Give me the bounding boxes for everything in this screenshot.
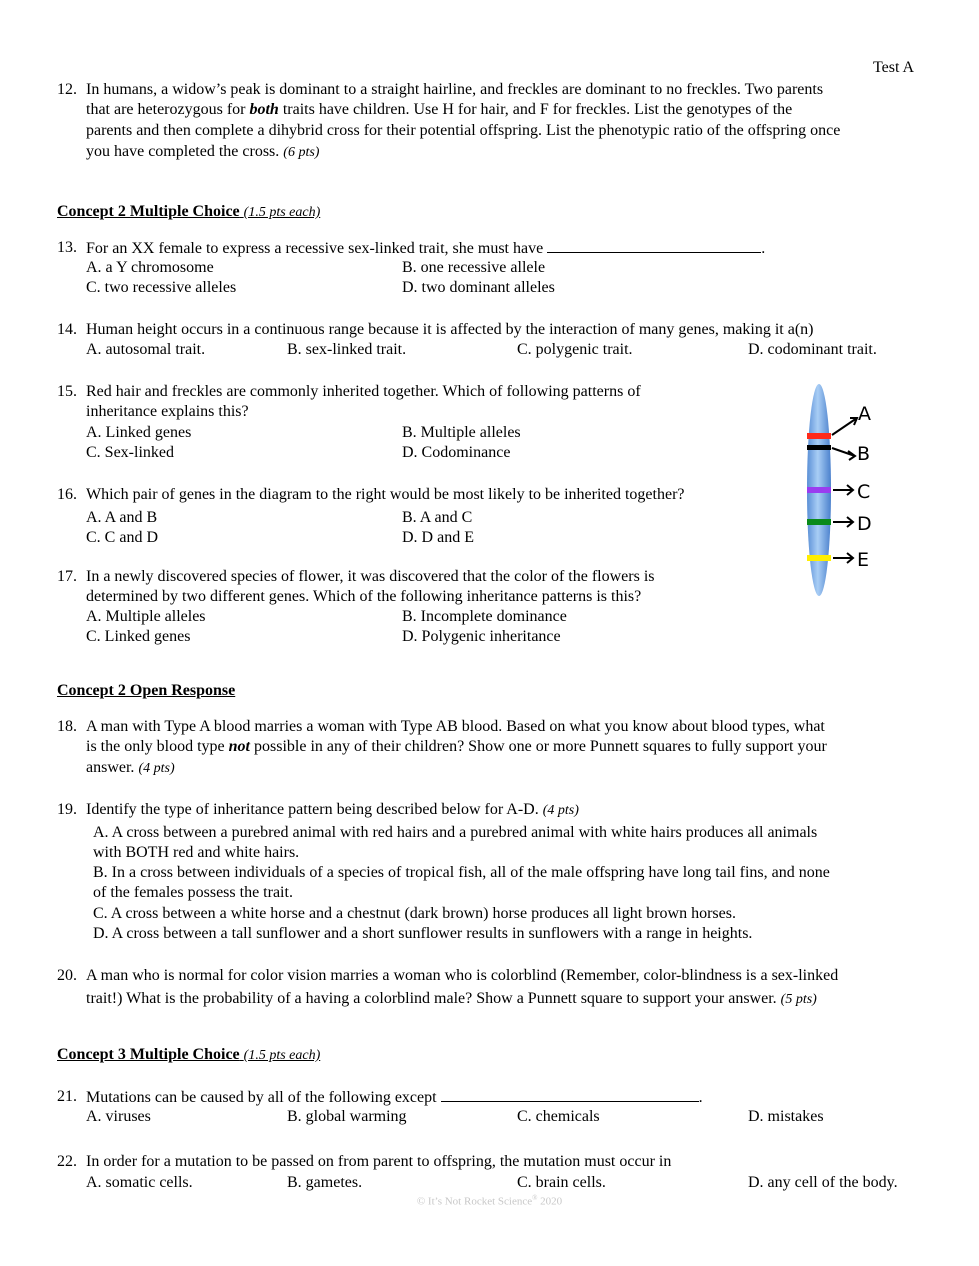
q15-number: 15. [57,383,77,400]
option: D. any cell of the body. [748,1174,898,1191]
section-heading [57,1045,320,1066]
option: A. viruses [86,1108,151,1125]
q15-text: Red hair and freckles are commonly inherited together. Which of following patterns of [86,383,641,400]
option: C. polygenic trait. [517,341,633,358]
arrows [832,418,857,563]
text: trait!) What is the probability of a having a colorblind male? Show a Punnett square to support your answer. [86,990,781,1007]
test-label: Test A [873,59,915,76]
q18-text [86,758,175,779]
option: D. Codominance [402,444,511,461]
q16-text: Which pair of genes in the diagram to the right would be most likely to be inherited together? [86,486,685,503]
q18-text [86,737,827,757]
text: is the only blood type [86,738,229,755]
option: C. chemicals [517,1108,600,1125]
section-title: Concept 3 Multiple Choice [57,1046,240,1063]
text: 2020 [537,1195,563,1208]
q22-number: 22. [57,1153,77,1170]
text: that are heterozygous for [86,101,250,118]
option: D. Polygenic inheritance [402,628,561,645]
q13-number: 13. [57,239,77,256]
registered-mark: ® [532,1194,538,1202]
option: A. autosomal trait. [86,341,206,358]
option: D. two dominant alleles [402,279,555,296]
answer-blank [441,1087,699,1102]
option: B. Multiple alleles [402,424,521,441]
text: possible in any of their children? Show one or more Punnett squares to fully support your [250,738,827,755]
q12-text: In humans, a widow’s peak is dominant to a straight hairline, and freckles are dominant to no freckles. Two parents [86,81,824,98]
q12-text [86,100,792,120]
points: (5 pts) [780,992,817,1007]
gene-band-d [807,519,831,525]
text: . [698,1089,703,1106]
option: B. sex-linked trait. [287,341,407,358]
text: For an XX female to express a recessive sex-linked trait, she must have [86,240,548,257]
q14-number: 14. [57,321,77,338]
gene-band-b [807,445,831,450]
q15-text: inheritance explains this? [86,403,249,420]
option: B. global warming [287,1108,407,1125]
option: C. Linked genes [86,628,191,645]
text: you have completed the cross. [86,143,284,160]
q12-number: 12. [57,81,77,98]
option: C. Sex-linked [86,444,174,461]
emphasis: both [249,101,279,118]
text: Mutations can be caused by all of the following except [86,1089,441,1106]
option: A. A and B [86,509,158,526]
copyright-footer [0,1194,979,1208]
section-heading: Concept 2 Open Response [57,682,236,699]
option: B. Incomplete dominance [402,608,567,625]
option: C. brain cells. [517,1174,606,1191]
option: D. mistakes [748,1108,824,1125]
q21-number: 21. [57,1088,77,1105]
option: A. somatic cells. [86,1174,193,1191]
option: B. gametes. [287,1174,363,1191]
text: answer. [86,759,139,776]
gene-label-b: B [857,443,871,465]
gene-band-a [807,433,831,439]
q18-text: A man with Type A blood marries a woman with Type AB blood. Based on what you know about blood types, what [86,718,825,735]
sub-item-c: C. A cross between a white horse and a chestnut (dark brown) horse produces all light brown horses. [93,905,736,922]
points: (4 pts) [138,761,175,776]
sub-item-a: A. A cross between a purebred animal with red hairs and a purebred animal with white hairs produces all animals [93,824,818,841]
points: (4 pts) [542,803,579,818]
q17-text: In a newly discovered species of flower, it was discovered that the color of the flowers is [86,568,655,585]
text: traits have children. Use H for hair, and F for freckles. List the genotypes of the [278,101,793,118]
q17-text: determined by two different genes. Which of the following inheritance patterns is this? [86,588,642,605]
q20-number: 20. [57,967,77,984]
sub-item-d: D. A cross between a tall sunflower and a short sunflower results in sunflowers with a range in heights. [93,925,753,942]
gene-label-d: D [857,513,872,535]
sub-item-b: B. In a cross between individuals of a species of tropical fish, all of the male offspring have long tail fins, and none [93,864,830,881]
gene-label-c: C [857,481,871,503]
option: C. two recessive alleles [86,279,237,296]
q12-text: parents and then complete a dihybrid cross for their potential offspring. List the phenotypic ratio of the offspring once [86,122,841,139]
option: B. one recessive allele [402,259,546,276]
option: A. Linked genes [86,424,192,441]
option: D. D and E [402,529,474,546]
gene-label-a: A [858,403,871,425]
q18-number: 18. [57,718,77,735]
q20-text [86,989,817,1010]
q14-text: Human height occurs in a continuous range because it is affected by the interaction of many genes, making it a(n) [86,321,814,338]
q16-number: 16. [57,486,77,503]
q21-text [86,1087,703,1108]
option: A. a Y chromosome [86,259,214,276]
text: . [761,240,766,257]
option: A. Multiple alleles [86,608,206,625]
q12-text [86,142,319,163]
gene-label-e: E [857,549,870,571]
section-title: Concept 2 Multiple Choice [57,203,240,220]
option: B. A and C [402,509,473,526]
gene-band-c [807,487,831,493]
q13-text [86,238,765,259]
chromosome-diagram [795,380,875,600]
section-heading [57,202,320,223]
points: (6 pts) [283,145,320,160]
points: (1.5 pts each) [243,205,321,220]
answer-blank [547,238,761,253]
gene-band-e [807,555,831,561]
option: C. C and D [86,529,158,546]
q20-text: A man who is normal for color vision marries a woman who is colorblind (Remember, color-blindness is a sex-linked [86,967,839,984]
emphasis: not [228,738,250,755]
points: (1.5 pts each) [243,1048,321,1063]
q17-number: 17. [57,568,77,585]
q19-number: 19. [57,801,77,818]
text: © It’s Not Rocket Science [416,1195,533,1208]
sub-item-a: with BOTH red and white hairs. [93,844,300,861]
text: Identify the type of inheritance pattern being described below for A-D. [86,801,543,818]
q22-text: In order for a mutation to be passed on from parent to offspring, the mutation must occur in [86,1153,672,1170]
sub-item-b: of the females possess the trait. [93,884,293,901]
q19-text [86,800,579,821]
option: D. codominant trait. [748,341,877,358]
